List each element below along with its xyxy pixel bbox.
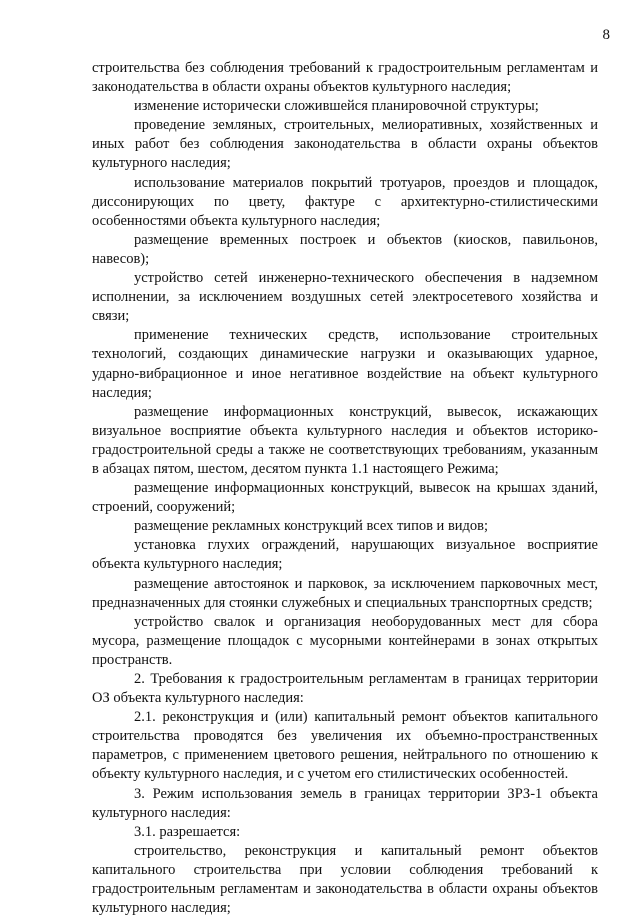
paragraph: строительство, реконструкция и капитальный ремонт объектов капитального строительства при условии соблюдения требований к градостроительным регламентам и законодательства в области охраны объектов культурного наследия;: [92, 842, 598, 917]
paragraph: использование материалов покрытий тротуаров, проездов и площадок, диссонирующих по цвету, фактуре с архитектурно-стилистическими особенностями объекта культурного наследия;: [92, 174, 598, 229]
document-body: [92, 59, 598, 918]
paragraph: размещение автостоянок и парковок, за исключением парковочных мест, предназначенных для стоянки служебных и специальных транспортных средств;: [92, 575, 598, 611]
paragraph: 2.1. реконструкция и (или) капитальный ремонт объектов капитального строительства проводятся без увеличения их объемно-пространственных параметров, с применением цветового решения, нейтрального по отношению к объекту культурного наследия, и с учетом его стилистических особенностей.: [92, 709, 598, 783]
paragraph: размещение рекламных конструкций всех типов и видов;: [134, 518, 489, 535]
paragraph: устройство свалок и организация необорудованных мест для сбора мусора, размещение площадок с мусорными контейнерами в зонах открытых пространств.: [92, 613, 598, 668]
paragraph: 2. Требования к градостроительным регламентам в границах территории ОЗ объекта культурного наследия:: [92, 671, 598, 707]
paragraph: размещение информационных конструкций, вывесок, искажающих визуальное восприятие объекта культурного наследия и объектов историко-градостроительной среды а также не соответствующих требованиям, указанным в абзацах пятом, шестом, десятом пункта 1.1 настоящего Режима;: [92, 403, 598, 477]
paragraph: строительства без соблюдения требований к градостроительным регламентам и законодательства в области охраны объектов культурного наследия;: [92, 60, 598, 96]
paragraph: 3. Режим использования земель в границах территории ЗРЗ-1 объекта культурного наследия:: [92, 785, 598, 821]
paragraph: размещение временных построек и объектов (киосков, павильонов, навесов);: [92, 231, 598, 267]
paragraph: изменение исторически сложившейся планировочной структуры;: [134, 98, 539, 115]
paragraph: 3.1. разрешается:: [134, 823, 241, 840]
paragraph: размещение информационных конструкций, вывесок на крышах зданий, строений, сооружений;: [92, 480, 598, 516]
paragraph: установка глухих ограждений, нарушающих визуальное восприятие объекта культурного наследия;: [92, 537, 598, 573]
page-number: 8: [602, 27, 610, 43]
paragraph: проведение земляных, строительных, мелиоративных, хозяйственных и иных работ без соблюдения законодательства в области охраны объектов культурного наследия;: [92, 117, 598, 172]
paragraph: применение технических средств, использование строительных технологий, создающих динамические нагрузки и оказывающих ударное, ударно-вибрационное и иное негативное воздействие на объект культурного наследия;: [92, 327, 598, 401]
paragraph: устройство сетей инженерно-технического обеспечения в надземном исполнении, за исключением воздушных сетей электросетевого хозяйства и связи;: [92, 270, 598, 325]
